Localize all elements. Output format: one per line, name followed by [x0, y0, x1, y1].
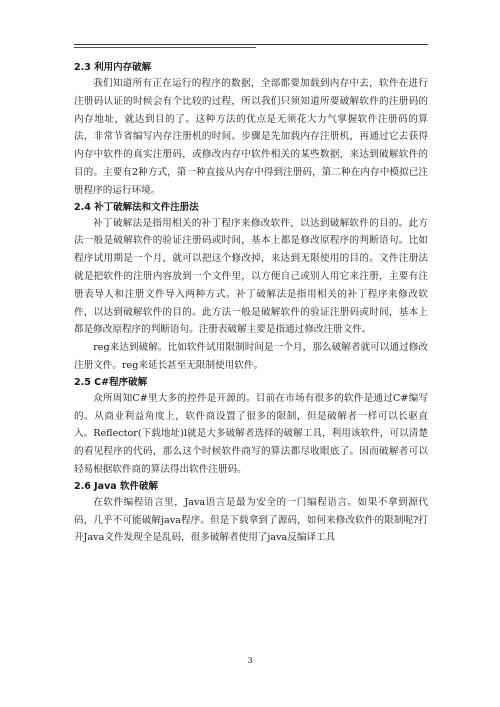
header-rule	[74, 44, 428, 45]
section-heading-java-crack: 2.6 Java 软件破解	[74, 480, 158, 492]
paragraph-java-crack: 在软件编程语言里，Java语言是最为安全的一门编程语言。如果不拿到源代码，几乎不可能破解java程序。但是下载拿到了源码，如何来修改软件的限制呢?打开Java文件发现全是乱码，很多破解者使用了java反编译工具	[74, 496, 428, 544]
paragraph-patch-crack: 补丁破解法是指用相关的补丁程序来修改软件，以达到破解软件的目的。此方法一般是破解软件的验证注册码或时间，基本上都是修改原程序的判断语句。比如程序试用期是一个月，就可以把这个修改掉，来达到无限使用的目的。文件注册法就是把软件的注册内容放到一个文件里，以方便自己或别人用它来注册，主要有注册表导人和注册文件导入两种方式。补丁破解法是指用相关的补丁程序来修改软件，以达到破解软件的目的。此方法一般是破解软件的验证注册码或时间，基本上都是修改原程序的判断语句。注册表破解主要是指通过修改注册文件。	[74, 217, 428, 336]
section-heading-patch-crack: 2.4 补丁破解法和文件注册法	[74, 201, 199, 213]
header-rule-accent	[74, 47, 256, 48]
page-content	[74, 60, 428, 547]
paragraph-memory-crack: 我们知道所有正在运行的程序的数据，全部都要加载到内存中去，软件在进行注册码认证的时候会有个比较的过程，所以我们只须知道所要破解软件的注册码的内存地址，就达到目的了。这种方法的优点是无须花大力气掌握软件注册码的算法，非常节省编写内存注册机的时间。步骤是先加载内存注册机，再通过它去获得内存中软件的真实注册码，或修改内存中软件相关的某些数据，来达到破解软件的目的。主要有2种方式，第一种直接从内存中得到注册码，第二种在内存中模拟已注册程序的运行环境。	[74, 78, 428, 196]
paragraph-csharp-crack: 众所周知C#里大多的控件是开源的。目前在市场有很多的软件是通过C#编写的。从商业利益角度上，软件商设置了很多的限制，但是破解者一样可以长驱直入。Reflector(下载地址)l就是大多破解者选择的破解工具，利用该软件，可以清楚的看见程序的代码，那么这个时候软件商写的算法都尽收眼底了。因而破解者可以轻易根据软件商的算法得出软件注册码。	[74, 392, 428, 475]
page-number: 3	[247, 656, 253, 665]
section-heading-memory-crack: 2.3 利用内存破解	[74, 62, 152, 73]
section-heading-csharp-crack: 2.5 C#程序破解	[74, 376, 148, 388]
paragraph-reg-crack: reg来达到破解。比如软件试用限制时间是一个月，那么破解者就可以通过修改注册文件。reg来延长甚至无限制使用软件。	[74, 342, 428, 371]
